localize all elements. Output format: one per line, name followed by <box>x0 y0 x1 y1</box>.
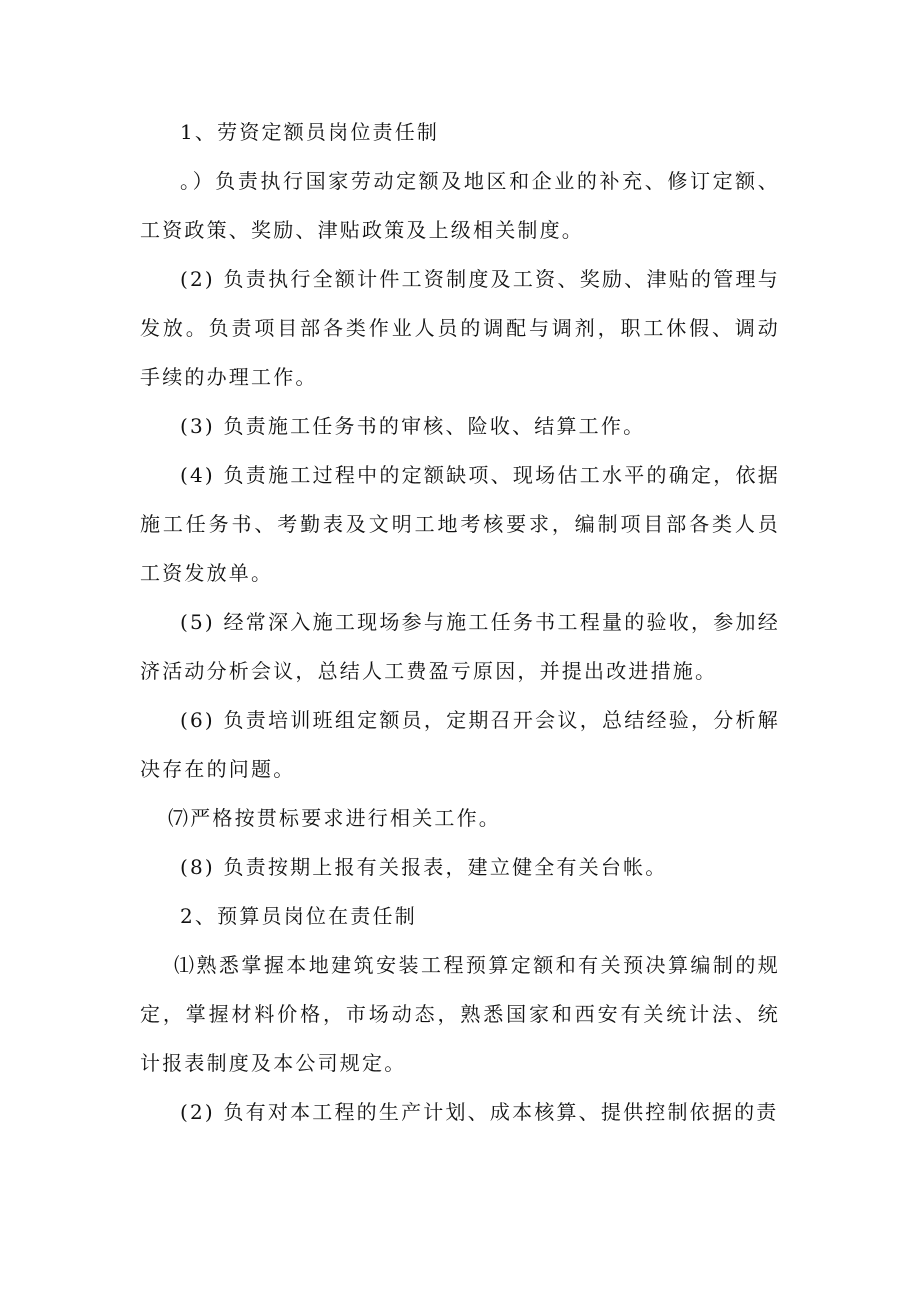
paragraph-3: (3) 负责施工任务书的审核、险收、结算工作。 <box>180 414 646 438</box>
paragraph-7: ⑺严格按贯标要求进行相关工作。 <box>168 806 501 830</box>
section-heading-1: 1、劳资定额员岗位责任制 <box>180 120 440 144</box>
paragraph-4: (4) 负责施工过程中的定额缺项、现场估工水平的确定，依据施工任务书、考勤表及文明工地考核要求，编制项目部各类人员工资发放单。 <box>140 463 780 585</box>
paragraph-8: (8) 负责按期上报有关报表，建立健全有关台帐。 <box>180 855 668 879</box>
paragraph-10: (2) 负有对本工程的生产计划、成本核算、提供控制依据的责 <box>180 1100 779 1124</box>
paragraph-9: ⑴熟悉掌握本地建筑安装工程预算定额和有关预决算编制的规定，掌握材料价格，市场动态，熟悉国家和西安有关统计法、统计报表制度及本公司规定。 <box>140 953 780 1075</box>
paragraph-1: 。）负责执行国家劳动定额及地区和企业的补充、修订定额、工资政策、奖励、津贴政策及上级相关制度。 <box>140 169 780 242</box>
paragraph-5: (5) 经常深入施工现场参与施工任务书工程量的验收，参加经济活动分析会议，总结人工费盈亏原因，并提出改进措施。 <box>140 610 780 683</box>
document-body <box>140 108 780 1137</box>
paragraph-2: (2) 负责执行全额计件工资制度及工资、奖励、津贴的管理与发放。负责项目部各类作业人员的调配与调剂，职工休假、调动手续的办理工作。 <box>140 267 780 389</box>
section-heading-2: 2、预算员岗位在责任制 <box>180 904 417 928</box>
paragraph-6: (6) 负责培训班组定额员，定期召开会议，总结经验，分析解决存在的问题。 <box>140 708 780 781</box>
